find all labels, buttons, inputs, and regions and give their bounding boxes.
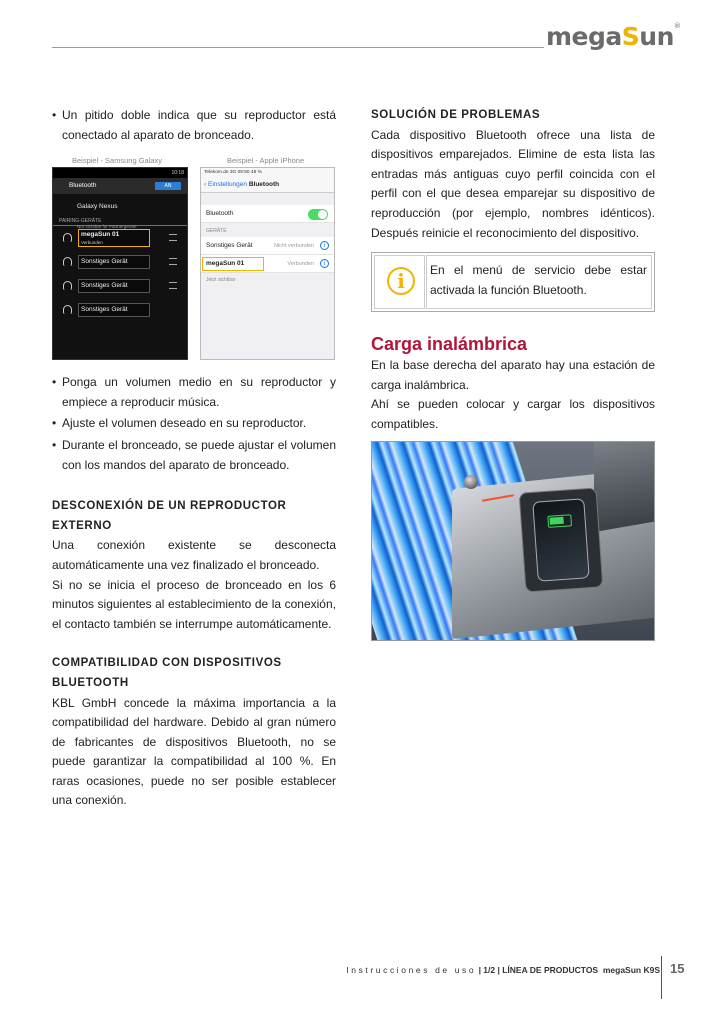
settings-icon <box>169 234 177 241</box>
highlight-box <box>202 257 264 271</box>
ios-device-row-megasun: megaSun 01 Verbunden i <box>201 255 334 273</box>
page-footer: Instrucciones de uso | 1/2 | LÍNEA DE PRODUCTOS megaSun K9S <box>346 965 660 975</box>
android-list-item <box>53 226 187 250</box>
android-bluetooth-bar: Bluetooth AN <box>53 178 187 194</box>
paragraph-wireless-1: En la base derecha del aparato hay una estación de carga inalámbrica. <box>371 358 655 392</box>
android-list-item: Sonstiges Gerät <box>53 298 187 322</box>
heading-troubleshooting: SOLUCIÓN DE PROBLEMAS <box>371 109 541 121</box>
settings-icon <box>169 258 177 265</box>
ios-footer-note: Jetzt sichtbar <box>206 277 236 284</box>
battery-icon <box>547 514 572 528</box>
headphones-icon <box>63 233 72 242</box>
bullet-volume-controls: • Durante el bronceado, se puede ajustar el volumen con los mandos del aparato de bronceado. <box>52 436 336 475</box>
settings-icon <box>169 282 177 289</box>
paragraph-compatibility: KBL GmbH concede la máxima importancia a la compatibilidad del hardware. Debido al gran número de fabricantes de dispositivos Bluetooth, no se puede garantizar la compatibilidad al 100 %. En raras ocasiones, puede no ser posible establecer una conexión. <box>52 695 336 808</box>
heading-disconnect: DESCONEXIÓN DE UN REPRODUCTOR EXTERNO <box>52 500 287 532</box>
info-icon: i <box>320 259 329 268</box>
right-column <box>371 106 655 641</box>
ios-nav-bar: ‹ Einstellungen Bluetooth <box>201 177 334 193</box>
info-icon: i <box>320 241 329 250</box>
header-rule <box>52 47 544 48</box>
iphone-screenshot <box>200 167 335 360</box>
android-bluetooth-toggle: AN <box>155 182 181 190</box>
megasun-logo: megaSun® <box>546 22 681 51</box>
paragraph-disconnect-2: Si no se inicia el proceso de bronceado en los 6 minutos siguientes al establecimiento de la conexión, el contacto también se interrumpe automáticamente. <box>52 577 336 631</box>
android-device-name: Galaxy Nexus Nur sichtbar für Partnergeräte <box>77 203 137 229</box>
control-knob <box>464 475 478 489</box>
android-section-header: PAIRING-GERÄTE <box>53 216 187 226</box>
paragraph-wireless-2: Ahí se pueden colocar y cargar los dispositivos compatibles. <box>371 397 655 431</box>
ios-device-row: Sonstiges Gerät Nicht verbunden i <box>201 237 334 255</box>
pairing-screenshots <box>52 151 336 367</box>
caption-iphone: Beispiel - Apple iPhone <box>227 156 305 166</box>
bullet-volume-start: • Ponga un volumen medio en su reproductor y empiece a reproducir música. <box>52 373 336 412</box>
android-list-item: Sonstiges Gerät <box>53 274 187 298</box>
smartphone <box>532 498 589 581</box>
bullet-volume-adjust: • Ajuste el volumen deseado en su reproductor. <box>52 414 336 434</box>
wireless-charging-photo <box>371 441 655 641</box>
ios-bluetooth-row: Bluetooth <box>201 205 334 223</box>
phone-icon <box>63 281 72 290</box>
notice-box <box>371 252 655 312</box>
ios-back-link: ‹ Einstellungen <box>204 181 248 189</box>
ios-status-bar: Telekom.de 3G 09:50 48 % <box>201 168 334 177</box>
left-column <box>52 106 336 811</box>
paragraph-disconnect-1: Una conexión existente se desconecta automáticamente una vez finalizado el bronceado. <box>52 538 336 572</box>
bullet-connected: • Un pitido doble indica que su reproductor está conectado al aparato de bronceado. <box>52 106 336 145</box>
caption-samsung: Beispiel - Samsung Galaxy <box>72 156 163 166</box>
page-number: 15 <box>670 961 685 976</box>
android-item-megasun: megaSun 01 Verbunden <box>78 229 150 247</box>
android-status-bar: 10:18 <box>53 168 187 178</box>
android-list-item: Sonstiges Gerät <box>53 250 187 274</box>
ios-section-header: GERÄTE <box>206 228 227 235</box>
footer-divider <box>661 956 662 999</box>
samsung-screenshot <box>52 167 188 360</box>
info-icon: i <box>387 267 415 295</box>
paragraph-troubleshooting: Cada dispositivo Bluetooth ofrece una lista de dispositivos emparejados. Elimine de esta lista las entradas más antiguas cuyo perfil coincida con el perfil con el que desea emparejar su dispositivo de reproducción (por ejemplo, nombres idénticos). Después reinicie el reconocimiento del dispositivo. <box>371 127 655 240</box>
notice-text: En el menú de servicio debe estar activada la función Bluetooth. <box>426 255 652 309</box>
heading-wireless-charging: Carga inalámbrica <box>371 334 528 355</box>
headphones-icon <box>63 305 72 314</box>
ios-bluetooth-switch <box>308 209 328 220</box>
headphones-icon <box>63 257 72 266</box>
heading-compatibility: COMPATIBILIDAD CON DISPOSITIVOS BLUETOOTH <box>52 657 282 689</box>
